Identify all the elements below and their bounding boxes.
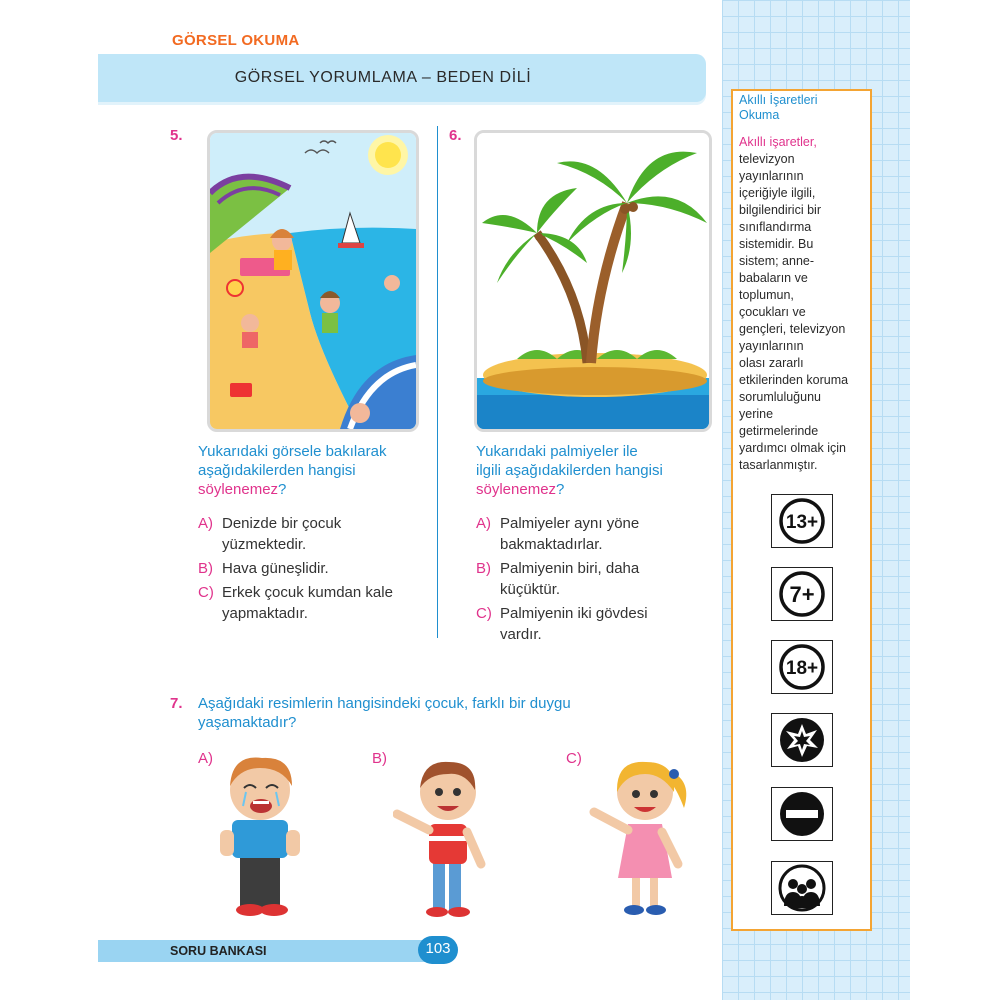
info-box-line: yayınlarının bbox=[739, 339, 804, 353]
info-box-line: yayınlarının bbox=[739, 169, 804, 183]
question-6-negative-word: söylenemez bbox=[476, 481, 557, 498]
option-letter: B) bbox=[476, 560, 491, 577]
question-7-line-1: Aşağıdaki resimlerin hangisindeki çocuk, farklı bir duygu bbox=[198, 695, 571, 712]
age-7-rating-icon bbox=[771, 567, 833, 621]
option-letter: C) bbox=[198, 584, 214, 601]
info-box-body bbox=[739, 134, 864, 474]
info-box-line: etkilerinden koruma bbox=[739, 373, 849, 387]
info-box-line: sınıflandırma bbox=[739, 220, 812, 234]
info-box-line: sistemidir. Bu bbox=[739, 237, 814, 251]
info-box-line: yardımcı olmak için bbox=[739, 441, 846, 455]
question-5-option-c[interactable] bbox=[198, 582, 422, 624]
question-7-text bbox=[198, 694, 698, 732]
question-5-text bbox=[198, 442, 428, 499]
question-7-option-b[interactable]: B) bbox=[372, 750, 387, 767]
info-box-highlight: Akıllı işaretler, bbox=[739, 135, 817, 149]
footer-bar bbox=[98, 940, 438, 962]
general-audience-rating-icon bbox=[771, 861, 833, 915]
question-6-option-a[interactable] bbox=[476, 513, 675, 555]
info-box-line: toplumun, bbox=[739, 288, 794, 302]
question-5-option-a[interactable] bbox=[198, 513, 392, 555]
beach-scene-image bbox=[207, 130, 419, 432]
info-box-line: olası zararlı bbox=[739, 356, 804, 370]
question-5-number: 5. bbox=[170, 127, 183, 144]
question-6-option-c[interactable] bbox=[476, 603, 675, 645]
info-box-line: televizyon bbox=[739, 152, 795, 166]
info-box-line: sistem; anne- bbox=[739, 254, 815, 268]
rating-label: 13+ bbox=[785, 512, 819, 533]
rating-label: 18+ bbox=[785, 658, 819, 679]
happy-boy-image bbox=[393, 752, 493, 920]
page-number: 103 bbox=[425, 940, 451, 957]
question-5-line-2: aşağıdakilerden hangisi bbox=[198, 462, 356, 479]
option-text: Palmiyeler aynı yöne bakmaktadırlar. bbox=[500, 515, 640, 553]
option-text: Palmiyenin biri, daha küçüktür. bbox=[500, 560, 640, 598]
question-7-option-c[interactable]: C) bbox=[566, 750, 582, 767]
question-6-option-b[interactable] bbox=[476, 558, 675, 600]
question-6-line-2: ilgili aşağıdakilerden hangisi bbox=[476, 462, 663, 479]
violence-rating-icon bbox=[771, 713, 833, 767]
option-letter: A) bbox=[198, 515, 213, 532]
column-divider bbox=[437, 126, 438, 638]
question-6-line-1: Yukarıdaki palmiyeler ile bbox=[476, 443, 638, 460]
palm-island-image bbox=[474, 130, 712, 432]
info-box-title-line-1: Akıllı İşaretleri bbox=[739, 93, 818, 107]
option-text: Hava güneşlidir. bbox=[222, 560, 329, 577]
option-text: Erkek çocuk kumdan kale yapmaktadır. bbox=[222, 584, 393, 622]
info-box-line: yerine bbox=[739, 407, 774, 421]
negative-examples-rating-icon bbox=[771, 787, 833, 841]
question-5-negative-word: söylenemez bbox=[198, 481, 279, 498]
section-label: GÖRSEL OKUMA bbox=[172, 32, 300, 49]
info-box-line: gençleri, televizyon bbox=[739, 322, 846, 336]
info-box-line: babaların ve bbox=[739, 271, 808, 285]
option-letter: A) bbox=[476, 515, 491, 532]
option-letter: C) bbox=[476, 605, 492, 622]
happy-girl-image bbox=[588, 752, 698, 920]
info-box-line: bilgilendirici bir bbox=[739, 203, 821, 217]
info-box-title bbox=[739, 93, 864, 123]
info-box-line: çocukları ve bbox=[739, 305, 806, 319]
question-6-question-mark: ? bbox=[556, 481, 565, 498]
info-box-line: içeriğiyle ilgili, bbox=[739, 186, 816, 200]
question-5-option-b[interactable] bbox=[198, 558, 392, 579]
info-box-line: getirmelerinde bbox=[739, 424, 819, 438]
option-letter: B) bbox=[198, 560, 213, 577]
question-7-line-2: yaşamaktadır? bbox=[198, 714, 297, 731]
option-text: Denizde bir çocuk yüzmektedir. bbox=[222, 515, 342, 553]
age-18-rating-icon bbox=[771, 640, 833, 694]
footer-label: SORU BANKASI bbox=[170, 944, 267, 958]
page-title: GÖRSEL YORUMLAMA – BEDEN DİLİ bbox=[234, 69, 532, 86]
question-7-option-a[interactable]: A) bbox=[198, 750, 213, 767]
question-7-number: 7. bbox=[170, 695, 183, 712]
info-box-line: sorumluluğunu bbox=[739, 390, 821, 404]
question-5-line-1: Yukarıdaki görsele bakılarak bbox=[198, 443, 387, 460]
question-6-text bbox=[476, 442, 708, 499]
question-6-number: 6. bbox=[449, 127, 462, 144]
info-box-line: tasarlanmıştır. bbox=[739, 458, 818, 472]
info-box-title-line-2: Okuma bbox=[739, 108, 780, 122]
rating-label: 7+ bbox=[789, 582, 815, 607]
option-text: Palmiyenin iki gövdesi vardır. bbox=[500, 605, 648, 643]
age-13-rating-icon bbox=[771, 494, 833, 548]
crying-boy-image bbox=[212, 750, 307, 920]
question-5-question-mark: ? bbox=[278, 481, 287, 498]
